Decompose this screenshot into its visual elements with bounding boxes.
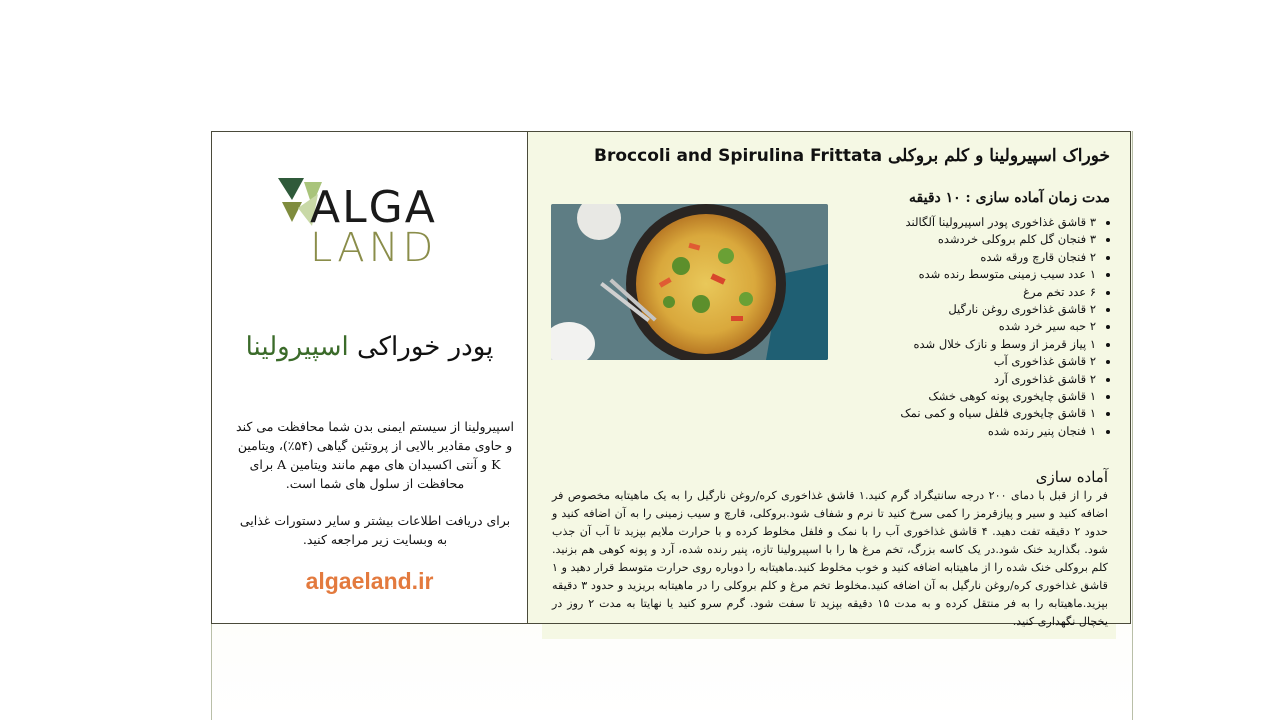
ingredient-item: • ۱ قاشق چایخوری فلفل سیاه و کمی نمک xyxy=(900,405,1096,422)
ingredient-item: • ۱ فنجان پنیر رنده شده xyxy=(900,423,1096,440)
ingredient-list xyxy=(900,214,1110,440)
method-text: فر را از قبل با دمای ۲۰۰ درجه سانتیگراد گرم کنید.۱ قاشق غذاخوری کره/روغن نارگیل را به یک ماهیتابه مخصوص فر اضافه کنید و سیر و پیازقرمز را کمی سرخ کنید تا نرم و شفاف شود.بروکلی، قارچ و سیب زمینی را به آن اضافه کنید و حدود ۲ دقیقه تفت دهید. ۴ قاشق غذاخوری آب را با نمک و فلفل مخلوط کرده و با حرارت ملایم بپزید تا آب آن جذب شود. بگذارید خنک شود.در یک کاسه بزرگ، تخم مرغ ها را با اسپیرولینا تازه، پنیر رنده شده، آرد و پونه کوهی هم بزنید. کلم بروکلی خنک شده را از ماهیتابه اضافه کنید و خوب مخلوط کنید.ماهیتابه را دوباره روی حرارت متوسط قرار دهید و ۱ قاشق غذاخوری کره/روغن نارگیل به آن اضافه کنید.مخلوط تخم مرغ و کلم بروکلی را در ماهیتابه بریزید و حدود ۳ دقیقه بپزید.ماهیتابه را به فر منتقل کرده و به مدت ۱۵ دقیقه بپزید تا سفت شود. گرم سرو کنید یا نهایتا به مدت ۲ روز در یخچال نگهداری کنید. xyxy=(552,489,1109,628)
product-plain: پودر خوراکی xyxy=(357,332,494,362)
logo-land-text: LAND xyxy=(310,225,438,271)
recipe-title xyxy=(594,146,1110,166)
ingredient-item: • ۳ فنجان گل کلم بروکلی خردشده xyxy=(900,231,1096,248)
logo-alga-text: ALGA xyxy=(310,182,437,233)
brand-panel xyxy=(212,132,528,623)
product-highlight: اسپیرولینا xyxy=(245,332,349,362)
recipe-title-fa: خوراک اسپیرولینا و کلم بروکلی xyxy=(887,146,1110,166)
ingredient-item: • ۳ قاشق غذاخوری پودر اسپیرولینا آلگالند xyxy=(900,214,1096,231)
ingredient-item: • ۱ عدد سیب زمینی متوسط رنده شده xyxy=(900,266,1096,283)
brand-description: اسپیرولینا از سیستم ایمنی بدن شما محافظت می کند و حاوی مقادیر بالایی از پروتئین گیاهی (۵۴٪)، ویتامین K و آنتی اکسیدان های مهم مانند ویتامین A برای محافظت از سلول های شما است. xyxy=(236,419,514,491)
ingredient-item: • ۲ قاشق غذاخوری روغن نارگیل xyxy=(900,301,1096,318)
frittata-image-icon xyxy=(551,204,828,360)
ingredient-item: • ۲ حبه سیر خرد شده xyxy=(900,318,1096,335)
method-title: آماده سازی xyxy=(1035,468,1108,486)
product-name xyxy=(212,332,527,362)
brand-description-block xyxy=(236,417,514,549)
ingredient-item: • ۲ قاشق غذاخوری آب xyxy=(900,353,1096,370)
frittata-photo xyxy=(551,204,828,360)
ingredient-item: • ۶ عدد تخم مرغ xyxy=(900,284,1096,301)
ingredient-item: • ۲ فنجان قارچ ورقه شده xyxy=(900,249,1096,266)
website-link[interactable]: algaeland.ir xyxy=(305,568,434,594)
ingredient-item: • ۱ قاشق چایخوری پونه کوهی خشک xyxy=(900,388,1096,405)
prep-time: مدت زمان آماده سازی : ۱۰ دقیقه xyxy=(909,190,1110,206)
more-info-text: برای دریافت اطلاعات بیشتر و سایر دستورات غذایی به وبسایت زیر مراجعه کنید. xyxy=(239,513,511,547)
recipe-panel xyxy=(528,132,1130,628)
recipe-card xyxy=(211,131,1131,628)
recipe-title-en: Broccoli and Spirulina Frittata xyxy=(594,146,883,166)
algaeland-logo xyxy=(278,176,448,272)
ingredient-item: • ۲ قاشق غذاخوری آرد xyxy=(900,371,1096,388)
ingredient-item: • ۱ پیاز قرمز از وسط و نازک خلال شده xyxy=(900,336,1096,353)
